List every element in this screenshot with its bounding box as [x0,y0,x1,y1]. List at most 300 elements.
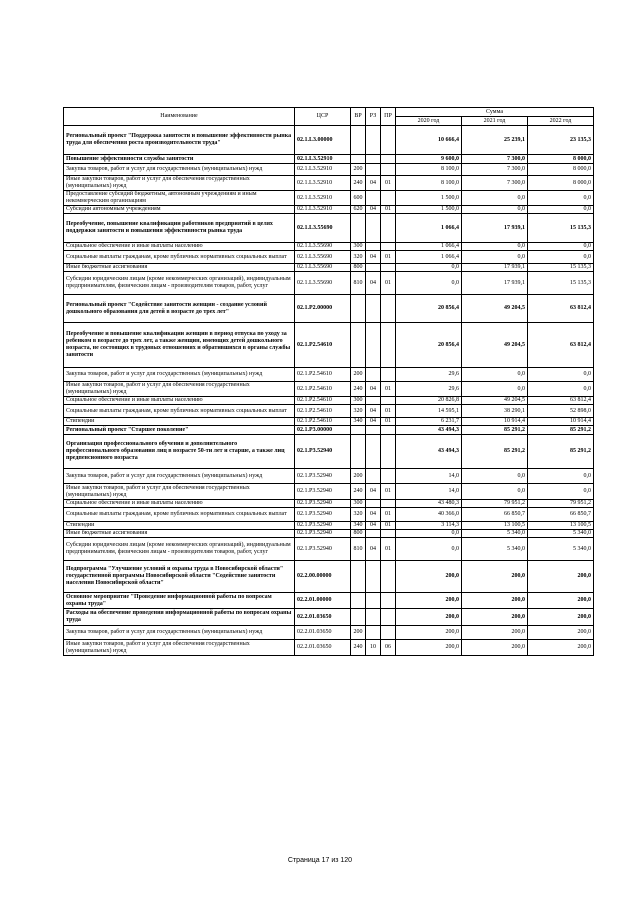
header-year-2022: 2022 год [528,117,594,126]
row-name: Стипендии [64,522,295,530]
row-sum-2022: 85 291,2 [528,426,594,435]
row-sum-2021: 49 204,5 [462,295,528,323]
row-rz: 04 [366,484,381,500]
table-row [64,251,594,264]
row-sum-2022: 8 000,0 [528,164,594,176]
row-vr: 800 [351,530,366,538]
row-csr: 02.1.P3.52940 [295,484,351,500]
row-rz: 04 [366,508,381,522]
row-pr [381,530,396,538]
row-csr: 02.1.P2.54610 [295,405,351,418]
header-vr: ВР [351,108,366,126]
row-name: Социальное обеспечение и иные выплаты населению [64,397,295,405]
row-name: Региональный проект "Поддержка занятости и повышение эффективности рынка труда для обеспечения роста производительности труда" [64,126,295,155]
row-sum-2020: 20 856,4 [396,295,462,323]
row-sum-2020: 0,0 [396,272,462,295]
row-sum-2021: 7 300,0 [462,155,528,164]
row-pr [381,469,396,484]
row-pr: 01 [381,206,396,214]
table-row [64,469,594,484]
table-row [64,382,594,397]
row-vr: 200 [351,626,366,640]
row-pr: 01 [381,538,396,561]
row-pr [381,155,396,164]
row-vr: 300 [351,243,366,251]
row-vr [351,426,366,435]
table-row [64,609,594,626]
row-sum-2021: 17 939,1 [462,214,528,243]
row-name: Субсидии автономным учреждениям [64,206,295,214]
row-vr: 810 [351,272,366,295]
row-name: Региональный проект "Содействие занятости женщин - создание условий дошкольного образования для детей в возрасте до трех лет" [64,295,295,323]
row-rz [366,530,381,538]
row-name: Расходы на обеспечение проведения информационной работы по вопросам охраны труда [64,609,295,626]
row-sum-2021: 0,0 [462,382,528,397]
table-row [64,640,594,656]
row-vr: 200 [351,368,366,382]
row-rz: 04 [366,418,381,426]
row-sum-2021: 85 291,2 [462,426,528,435]
row-vr: 800 [351,264,366,272]
row-name: Организация профессионального обучения и дополнительного профессионального образования лиц в возрасте 50-ти лет и старше, а также лиц предпенсионного возраста [64,435,295,469]
row-pr [381,295,396,323]
row-pr [381,243,396,251]
row-pr [381,368,396,382]
row-rz [366,561,381,593]
row-sum-2022: 79 951,2 [528,500,594,508]
row-vr: 620 [351,206,366,214]
table-row [64,538,594,561]
row-csr: 02.2.01.03650 [295,626,351,640]
row-pr [381,626,396,640]
row-sum-2020: 200,0 [396,561,462,593]
row-csr: 02.2.01.03650 [295,609,351,626]
row-sum-2020: 0,0 [396,264,462,272]
row-sum-2021: 17 939,1 [462,272,528,295]
row-rz: 04 [366,522,381,530]
table-row [64,164,594,176]
row-rz: 04 [366,176,381,191]
row-sum-2020: 200,0 [396,609,462,626]
table-row [64,126,594,155]
row-sum-2021: 13 100,5 [462,522,528,530]
row-sum-2022: 5 340,0 [528,530,594,538]
row-csr: 02.1.L3.52910 [295,164,351,176]
row-rz [366,368,381,382]
row-sum-2021: 200,0 [462,640,528,656]
row-csr: 02.2.01.00000 [295,593,351,609]
row-pr: 01 [381,251,396,264]
row-sum-2022: 85 291,2 [528,435,594,469]
row-pr [381,191,396,206]
row-sum-2021: 7 300,0 [462,176,528,191]
header-rz: РЗ [366,108,381,126]
row-csr: 02.1.L3.52910 [295,176,351,191]
row-sum-2020: 8 100,0 [396,164,462,176]
row-sum-2020: 43 494,3 [396,426,462,435]
table-row [64,397,594,405]
row-pr [381,426,396,435]
row-rz: 04 [366,272,381,295]
row-sum-2021: 10 914,4 [462,418,528,426]
row-csr: 02.1.L3.52910 [295,155,351,164]
table-header [64,108,594,126]
table-row [64,626,594,640]
row-rz: 04 [366,251,381,264]
row-sum-2021: 79 951,2 [462,500,528,508]
row-vr: 320 [351,405,366,418]
row-vr: 300 [351,397,366,405]
row-sum-2021: 5 340,0 [462,538,528,561]
row-vr [351,214,366,243]
row-csr: 02.1.P3.52940 [295,435,351,469]
row-csr: 02.2.00.00000 [295,561,351,593]
table-row [64,405,594,418]
row-vr: 340 [351,522,366,530]
row-pr [381,561,396,593]
row-rz: 04 [366,538,381,561]
row-csr: 02.1.L3.52910 [295,206,351,214]
row-sum-2022: 0,0 [528,191,594,206]
row-rz [366,323,381,368]
row-sum-2021: 66 850,7 [462,508,528,522]
row-pr [381,264,396,272]
row-vr [351,593,366,609]
row-sum-2021: 25 239,1 [462,126,528,155]
table-row [64,206,594,214]
header-sum: Сумма [396,108,594,117]
row-sum-2020: 200,0 [396,593,462,609]
row-sum-2020: 14 595,1 [396,405,462,418]
row-name: Иные закупки товаров, работ и услуг для обеспечения государственных (муниципальных) нужд [64,484,295,500]
row-rz [366,164,381,176]
row-sum-2020: 3 114,3 [396,522,462,530]
row-pr: 01 [381,382,396,397]
row-sum-2022: 0,0 [528,484,594,500]
row-sum-2021: 200,0 [462,561,528,593]
row-name: Социальные выплаты гражданам, кроме публичных нормативных социальных выплат [64,251,295,264]
row-sum-2020: 14,0 [396,484,462,500]
table-row [64,561,594,593]
row-sum-2021: 0,0 [462,251,528,264]
row-vr: 600 [351,191,366,206]
row-vr [351,609,366,626]
row-rz [366,295,381,323]
row-sum-2021: 0,0 [462,206,528,214]
row-rz [366,191,381,206]
row-sum-2021: 49 204,5 [462,397,528,405]
row-sum-2020: 0,0 [396,530,462,538]
row-csr: 02.1.L3.55690 [295,214,351,243]
table-row [64,418,594,426]
row-sum-2021: 17 939,1 [462,264,528,272]
row-name: Субсидии юридическим лицам (кроме некоммерческих организаций), индивидуальным предпринимателям, физическим лицам - производителям товаров, работ, услуг [64,272,295,295]
row-sum-2020: 10 666,4 [396,126,462,155]
row-sum-2020: 200,0 [396,626,462,640]
row-vr: 320 [351,508,366,522]
row-csr: 02.1.P2.54610 [295,368,351,382]
row-csr: 02.1.L3.55690 [295,251,351,264]
row-rz [366,214,381,243]
row-sum-2021: 0,0 [462,469,528,484]
row-sum-2021: 7 300,0 [462,164,528,176]
row-vr [351,126,366,155]
row-sum-2020: 14,0 [396,469,462,484]
row-name: Закупка товаров, работ и услуг для государственных (муниципальных) нужд [64,469,295,484]
row-sum-2022: 200,0 [528,626,594,640]
row-sum-2020: 0,0 [396,538,462,561]
page-number: Страница 17 из 120 [287,857,353,864]
row-sum-2021: 0,0 [462,484,528,500]
row-vr [351,561,366,593]
row-rz [366,126,381,155]
row-sum-2022: 15 135,3 [528,272,594,295]
row-sum-2021: 0,0 [462,191,528,206]
row-name: Переобучение, повышение квалификации работников предприятий в целях поддержки занятости и повышения эффективности рынка труда [64,214,295,243]
table-row [64,191,594,206]
row-rz [366,469,381,484]
budget-table [63,107,594,656]
row-vr [351,435,366,469]
row-sum-2020: 20 826,8 [396,397,462,405]
row-sum-2022: 66 850,7 [528,508,594,522]
row-sum-2021: 49 204,5 [462,323,528,368]
row-name: Подпрограмма "Улучшение условий и охраны труда в Новосибирской области" государственной программы Новосибирской области "Содействие занятости населения Новосибирской области" [64,561,295,593]
row-csr: 02.1.P2.54610 [295,323,351,368]
row-rz: 04 [366,405,381,418]
row-sum-2022: 15 135,3 [528,214,594,243]
row-sum-2022: 200,0 [528,640,594,656]
row-name: Иные закупки товаров, работ и услуг для обеспечения государственных (муниципальных) нужд [64,382,295,397]
row-name: Иные закупки товаров, работ и услуг для обеспечения государственных (муниципальных) нужд [64,176,295,191]
row-sum-2022: 63 812,4 [528,295,594,323]
row-vr: 240 [351,640,366,656]
row-sum-2022: 8 000,0 [528,176,594,191]
row-sum-2021: 85 291,2 [462,435,528,469]
row-name: Субсидии юридическим лицам (кроме некоммерческих организаций), индивидуальным предпринимателям, физическим лицам - производителям товаров, работ, услуг [64,538,295,561]
row-rz [366,593,381,609]
row-csr: 02.1.P3.52940 [295,469,351,484]
row-rz: 04 [366,206,381,214]
row-name: Переобучение и повышение квалификации женщин в период отпуска по уходу за ребенком в возрасте до трех лет, а также женщин, имеющих детей дошкольного возраста, не состоящих в трудовых отношениях и обратившихся в органы службы занятости [64,323,295,368]
row-name: Предоставление субсидий бюджетным, автономным учреждениям и иным некоммерческим организациям [64,191,295,206]
row-sum-2022: 0,0 [528,368,594,382]
header-pr: ПР [381,108,396,126]
row-rz: 10 [366,640,381,656]
row-csr: 02.1.P2.00000 [295,295,351,323]
row-pr [381,164,396,176]
header-csr: ЦСР [295,108,351,126]
row-pr: 01 [381,418,396,426]
row-name: Стипендии [64,418,295,426]
row-sum-2021: 200,0 [462,626,528,640]
row-sum-2022: 52 898,0 [528,405,594,418]
row-vr: 300 [351,500,366,508]
row-name: Иные бюджетные ассигнования [64,264,295,272]
table-row [64,155,594,164]
table-row [64,435,594,469]
row-name: Повышение эффективности службы занятости [64,155,295,164]
row-name: Социальное обеспечение и иные выплаты населению [64,500,295,508]
row-csr: 02.1.P2.54610 [295,382,351,397]
row-sum-2021: 200,0 [462,593,528,609]
row-sum-2020: 29,6 [396,368,462,382]
row-name: Иные закупки товаров, работ и услуг для обеспечения государственных (муниципальных) нужд [64,640,295,656]
row-sum-2022: 5 340,0 [528,538,594,561]
row-rz [366,609,381,626]
row-csr: 02.1.L3.55690 [295,243,351,251]
row-vr: 240 [351,382,366,397]
table-row [64,214,594,243]
row-sum-2020: 1 066,4 [396,243,462,251]
table-row [64,484,594,500]
table-row [64,508,594,522]
row-pr: 01 [381,484,396,500]
row-pr [381,323,396,368]
row-vr: 810 [351,538,366,561]
row-vr: 200 [351,164,366,176]
row-csr: 02.1.P3.52940 [295,538,351,561]
row-csr: 02.1.P2.54610 [295,418,351,426]
row-pr [381,593,396,609]
row-name: Закупка товаров, работ и услуг для государственных (муниципальных) нужд [64,626,295,640]
row-sum-2020: 1 500,0 [396,191,462,206]
row-sum-2022: 0,0 [528,206,594,214]
row-sum-2020: 40 366,0 [396,508,462,522]
row-csr: 02.2.01.03650 [295,640,351,656]
row-vr: 240 [351,484,366,500]
table-row [64,243,594,251]
row-sum-2020: 8 100,0 [396,176,462,191]
row-rz [366,435,381,469]
row-vr: 200 [351,469,366,484]
row-sum-2020: 6 231,7 [396,418,462,426]
header-year-2020: 2020 год [396,117,462,126]
row-rz [366,426,381,435]
row-sum-2020: 29,6 [396,382,462,397]
row-csr: 02.1.P3.52940 [295,508,351,522]
row-rz [366,264,381,272]
row-sum-2020: 1 066,4 [396,251,462,264]
row-csr: 02.1.P3.52940 [295,530,351,538]
table-row [64,522,594,530]
row-csr: 02.1.L3.00000 [295,126,351,155]
row-sum-2022: 23 135,3 [528,126,594,155]
row-sum-2021: 0,0 [462,368,528,382]
row-sum-2022: 10 914,4 [528,418,594,426]
table-row [64,530,594,538]
table-row [64,426,594,435]
row-pr [381,435,396,469]
row-sum-2022: 63 812,4 [528,323,594,368]
table-row [64,368,594,382]
row-vr [351,323,366,368]
row-rz: 04 [366,382,381,397]
row-sum-2021: 38 290,1 [462,405,528,418]
row-rz [366,626,381,640]
row-csr: 02.1.L3.55690 [295,264,351,272]
row-sum-2020: 1 500,0 [396,206,462,214]
row-pr [381,500,396,508]
row-rz [366,243,381,251]
row-sum-2022: 0,0 [528,469,594,484]
row-sum-2022: 13 100,5 [528,522,594,530]
row-pr [381,397,396,405]
row-name: Социальные выплаты гражданам, кроме публичных нормативных социальных выплат [64,405,295,418]
row-sum-2020: 20 856,4 [396,323,462,368]
row-vr: 240 [351,176,366,191]
row-sum-2022: 0,0 [528,243,594,251]
row-pr [381,214,396,243]
table-row [64,500,594,508]
row-name: Закупка товаров, работ и услуг для государственных (муниципальных) нужд [64,164,295,176]
table-row [64,264,594,272]
row-pr: 01 [381,522,396,530]
row-pr: 06 [381,640,396,656]
table-row [64,323,594,368]
row-pr: 01 [381,176,396,191]
row-sum-2021: 5 340,0 [462,530,528,538]
table-row [64,176,594,191]
row-name: Основное мероприятие "Проведение информационной работы по вопросам охраны труда" [64,593,295,609]
row-pr [381,126,396,155]
row-sum-2020: 9 600,0 [396,155,462,164]
row-sum-2020: 43 480,3 [396,500,462,508]
row-sum-2021: 200,0 [462,609,528,626]
row-name: Региональный проект "Старшее поколение" [64,426,295,435]
row-name: Закупка товаров, работ и услуг для государственных (муниципальных) нужд [64,368,295,382]
row-rz [366,500,381,508]
row-csr: 02.1.P3.52940 [295,500,351,508]
row-sum-2020: 43 494,3 [396,435,462,469]
table-body [64,126,594,656]
row-sum-2022: 200,0 [528,609,594,626]
row-sum-2022: 15 135,3 [528,264,594,272]
header-year-2021: 2021 год [462,117,528,126]
table-row [64,295,594,323]
row-sum-2022: 8 000,0 [528,155,594,164]
table-row [64,272,594,295]
row-vr: 320 [351,251,366,264]
row-sum-2022: 0,0 [528,382,594,397]
row-vr [351,155,366,164]
row-pr: 01 [381,508,396,522]
row-vr: 340 [351,418,366,426]
row-csr: 02.1.L3.52910 [295,191,351,206]
header-name: Наименование [64,108,295,126]
row-sum-2022: 200,0 [528,593,594,609]
row-sum-2022: 200,0 [528,561,594,593]
row-sum-2022: 0,0 [528,251,594,264]
row-name: Иные бюджетные ассигнования [64,530,295,538]
row-sum-2020: 1 066,4 [396,214,462,243]
row-csr: 02.1.P2.54610 [295,397,351,405]
row-csr: 02.1.P3.00000 [295,426,351,435]
row-csr: 02.1.L3.55690 [295,272,351,295]
row-sum-2021: 0,0 [462,243,528,251]
row-pr: 01 [381,405,396,418]
row-vr [351,295,366,323]
table-row [64,593,594,609]
row-name: Социальное обеспечение и иные выплаты населению [64,243,295,251]
row-csr: 02.1.P3.52940 [295,522,351,530]
row-pr: 01 [381,272,396,295]
row-sum-2020: 200,0 [396,640,462,656]
row-pr [381,609,396,626]
row-rz [366,397,381,405]
row-rz [366,155,381,164]
row-sum-2022: 63 812,4 [528,397,594,405]
